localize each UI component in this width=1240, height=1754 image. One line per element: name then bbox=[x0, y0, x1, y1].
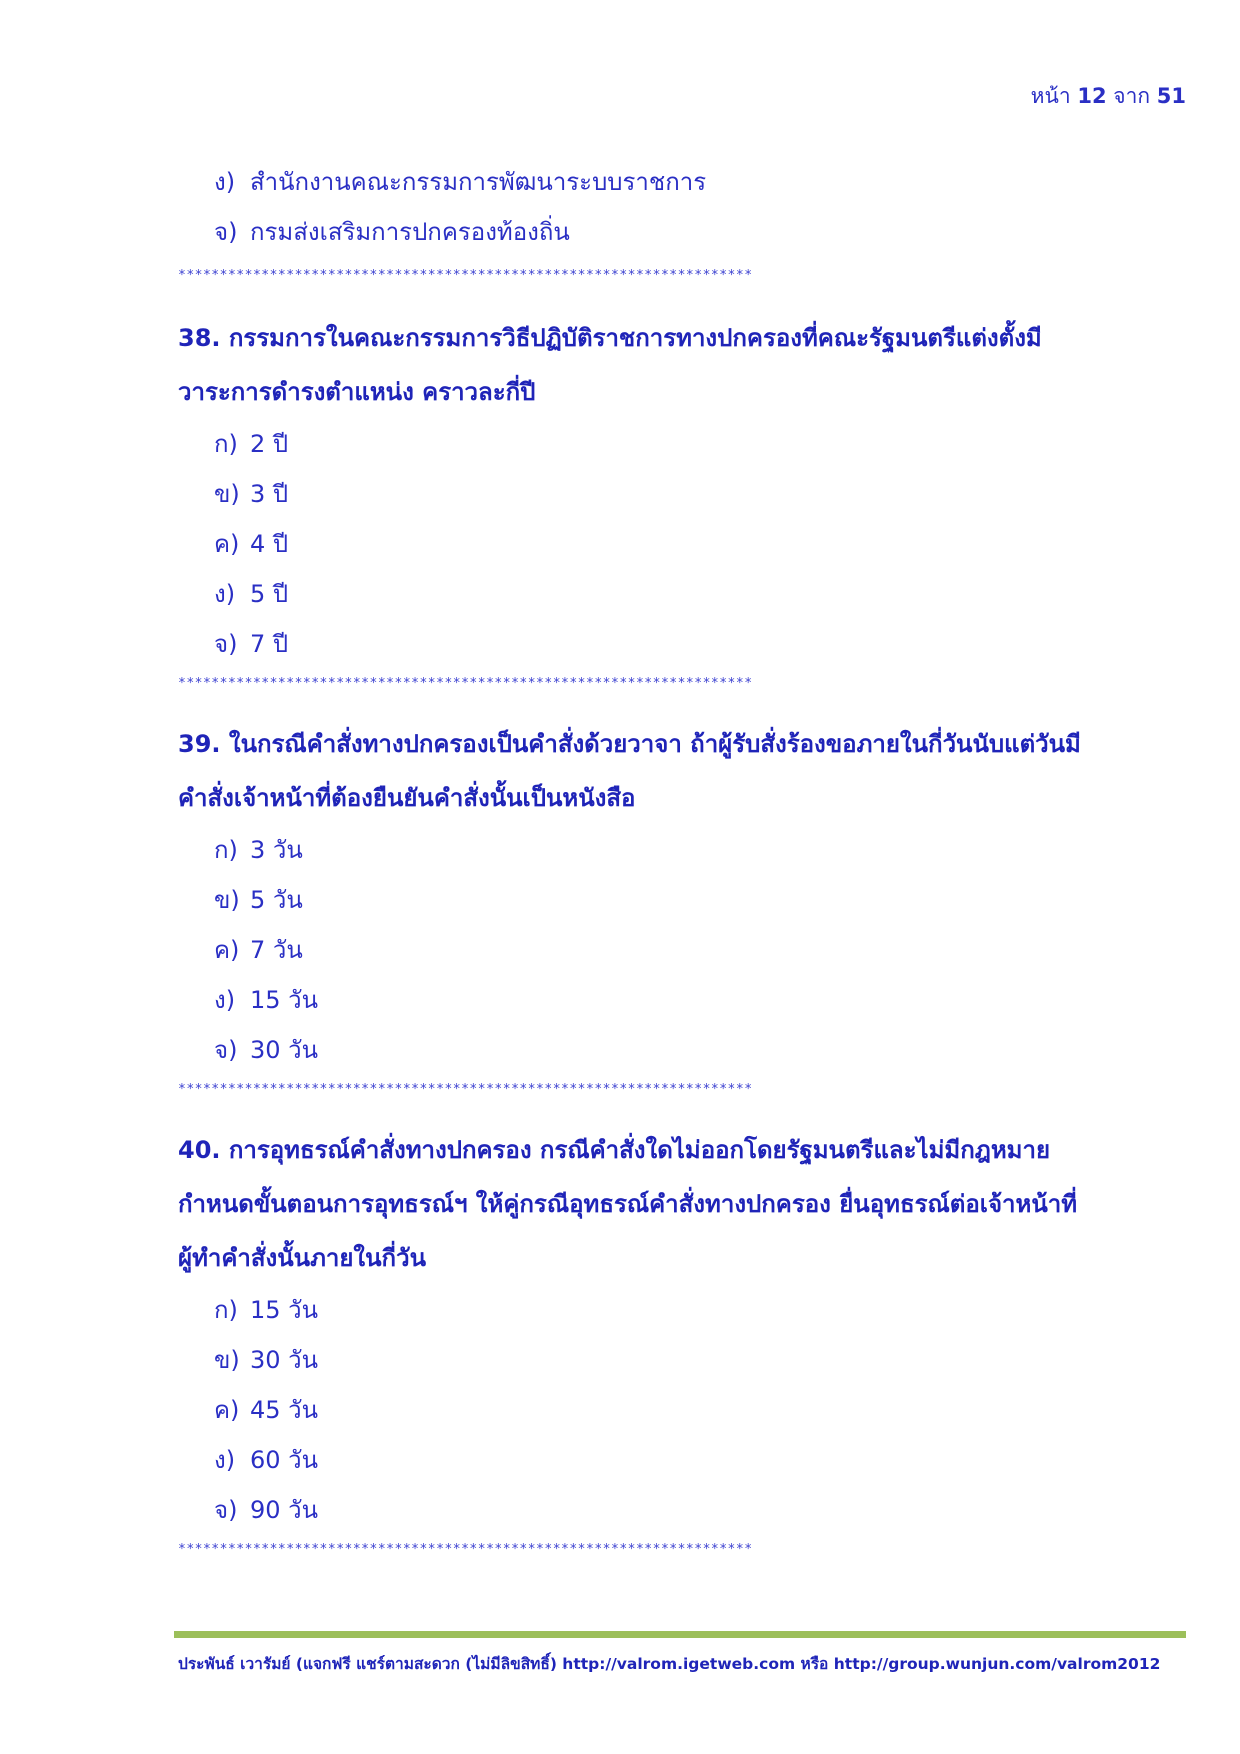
prev-option-d: ง) สำนักงานคณะกรรมการพัฒนาระบบราชการ bbox=[214, 168, 707, 196]
q38-option-c: ค) 4 ปี bbox=[214, 530, 289, 558]
question-40-line-3: ผู้ทำคำสั่งนั้นภายในกี่วัน bbox=[178, 1244, 426, 1272]
q38-option-a: ก) 2 ปี bbox=[214, 430, 289, 458]
page-label: หน้า bbox=[1030, 84, 1071, 108]
prev-option-e: จ) กรมส่งเสริมการปกครองท้องถิ่น bbox=[214, 218, 570, 246]
page-total: 51 bbox=[1156, 84, 1186, 108]
page-current: 12 bbox=[1077, 84, 1107, 108]
separator: ********************************************************************* bbox=[178, 268, 753, 283]
question-40-line-2: กำหนดขั้นตอนการอุทธรณ์ฯ ให้คู่กรณีอุทธรณ์คำสั่งทางปกครอง ยื่นอุทธรณ์ต่อเจ้าหน้าที่ bbox=[178, 1190, 1078, 1218]
q40-option-a: ก) 15 วัน bbox=[214, 1296, 319, 1324]
q40-option-d: ง) 60 วัน bbox=[214, 1446, 319, 1474]
page-number bbox=[1031, 80, 1186, 113]
footer-rule bbox=[174, 1631, 1186, 1638]
question-39-line-1: 39. ในกรณีคำสั่งทางปกครองเป็นคำสั่งด้วยวาจา ถ้าผู้รับสั่งร้องขอภายในกี่วันนับแต่วันมี bbox=[178, 730, 1081, 758]
footer-credit: ประพันธ์ เวารัมย์ (แจกฟรี แชร์ตามสะดวก (ไม่มีลิขสิทธิ์) http://valrom.igetweb.com หรือ http://group.wunjun.com/valrom2012 bbox=[178, 1655, 1161, 1673]
separator: ********************************************************************* bbox=[178, 1542, 753, 1557]
q39-option-b: ข) 5 วัน bbox=[214, 886, 303, 914]
q40-option-e: จ) 90 วัน bbox=[214, 1496, 319, 1524]
q38-option-e: จ) 7 ปี bbox=[214, 630, 289, 658]
q40-option-c: ค) 45 วัน bbox=[214, 1396, 319, 1424]
q39-option-a: ก) 3 วัน bbox=[214, 836, 303, 864]
separator: ********************************************************************* bbox=[178, 676, 753, 691]
separator: ********************************************************************* bbox=[178, 1082, 753, 1097]
q39-option-e: จ) 30 วัน bbox=[214, 1036, 319, 1064]
q40-option-b: ข) 30 วัน bbox=[214, 1346, 319, 1374]
q38-option-b: ข) 3 ปี bbox=[214, 480, 289, 508]
q39-option-d: ง) 15 วัน bbox=[214, 986, 319, 1014]
question-38-line-1: 38. กรรมการในคณะกรรมการวิธีปฏิบัติราชการทางปกครองที่คณะรัฐมนตรีแต่งตั้งมี bbox=[178, 324, 1042, 352]
question-40-line-1: 40. การอุทธรณ์คำสั่งทางปกครอง กรณีคำสั่งใดไม่ออกโดยรัฐมนตรีและไม่มีกฎหมาย bbox=[178, 1136, 1051, 1164]
q38-option-d: ง) 5 ปี bbox=[214, 580, 289, 608]
question-38-line-2: วาระการดำรงตำแหน่ง คราวละกี่ปี bbox=[178, 378, 536, 406]
question-39-line-2: คำสั่งเจ้าหน้าที่ต้องยืนยันคำสั่งนั้นเป็นหนังสือ bbox=[178, 784, 636, 812]
q39-option-c: ค) 7 วัน bbox=[214, 936, 303, 964]
of-label: จาก bbox=[1113, 84, 1151, 108]
